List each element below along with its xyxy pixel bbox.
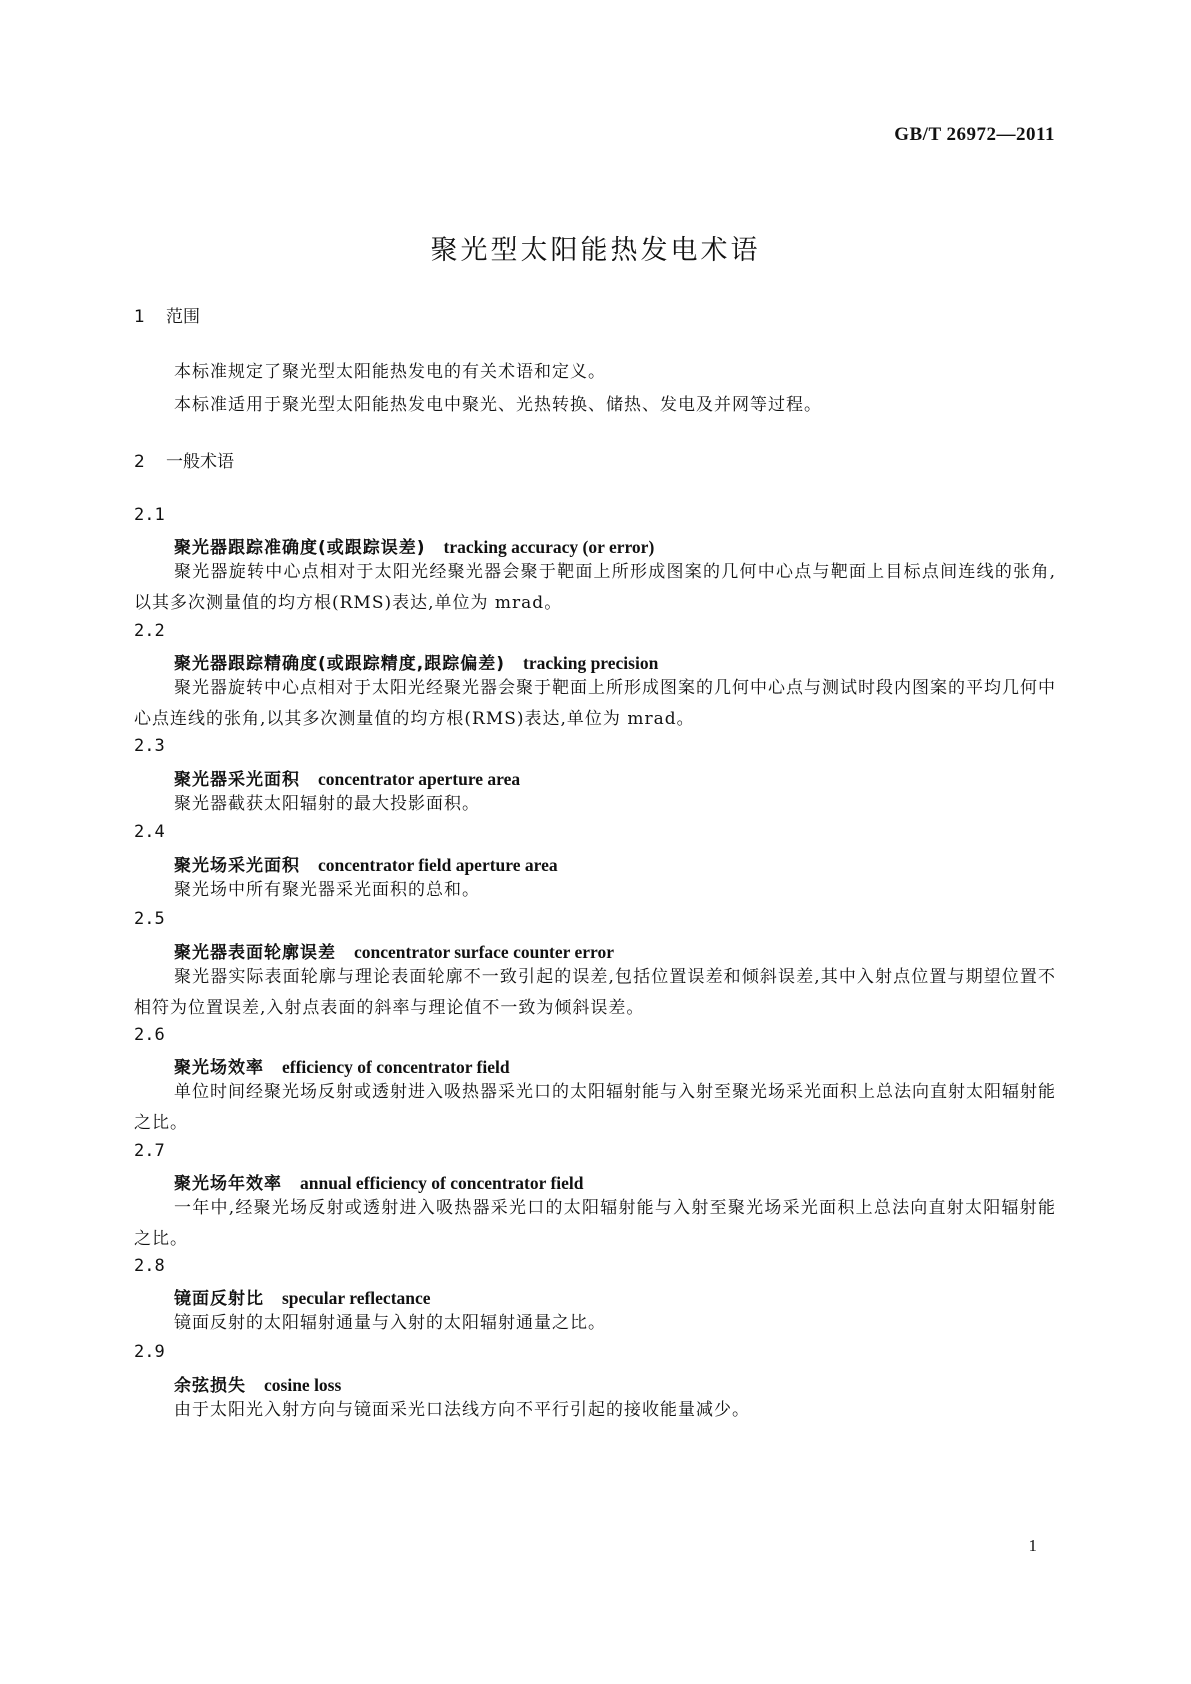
term-chinese: 聚光器表面轮廓误差 bbox=[174, 943, 336, 963]
term-definition: 由于太阳光入射方向与镜面采光口法线方向不平行引起的接收能量减少。 bbox=[174, 1400, 750, 1420]
term-english: concentrator surface counter error bbox=[354, 942, 614, 962]
term-definition: 聚光器实际表面轮廓与理论表面轮廓不一致引起的误差,包括位置误差和倾斜误差,其中入射点位置与期望位置不相符为位置误差,入射点表面的斜率与理论值不一致为倾斜误差。 bbox=[134, 967, 1056, 1018]
term-heading bbox=[174, 1371, 341, 1396]
section-1-heading bbox=[134, 302, 200, 327]
term-english: tracking precision bbox=[523, 653, 659, 673]
term-number: 2.1 bbox=[134, 505, 165, 525]
term-definition: 单位时间经聚光场反射或透射进入吸热器采光口的太阳辐射能与入射至聚光场采光面积上总法向直射太阳辐射能之比。 bbox=[134, 1082, 1056, 1133]
section-1-title: 范围 bbox=[166, 307, 200, 327]
section-2-heading bbox=[134, 447, 234, 472]
term-chinese: 聚光场效率 bbox=[174, 1058, 264, 1078]
standard-code: GB/T 26972—2011 bbox=[894, 124, 1055, 145]
term-english: annual efficiency of concentrator field bbox=[300, 1173, 584, 1193]
term-definition: 聚光场中所有聚光器采光面积的总和。 bbox=[174, 880, 480, 900]
term-definition: 聚光器截获太阳辐射的最大投影面积。 bbox=[174, 794, 480, 814]
term-number: 2.2 bbox=[134, 621, 165, 641]
term-chinese: 聚光场年效率 bbox=[174, 1174, 282, 1194]
term-english: tracking accuracy (or error) bbox=[443, 537, 655, 557]
term-heading bbox=[174, 1169, 584, 1194]
document-title: 聚光型太阳能热发电术语 bbox=[430, 235, 761, 266]
term-number: 2.5 bbox=[134, 909, 165, 929]
section-1-paragraph: 本标准适用于聚光型太阳能热发电中聚光、光热转换、储热、发电及并网等过程。 bbox=[174, 395, 822, 415]
term-number: 2.3 bbox=[134, 736, 165, 756]
term-number: 2.7 bbox=[134, 1141, 165, 1161]
term-chinese: 聚光器采光面积 bbox=[174, 770, 300, 790]
term-number: 2.9 bbox=[134, 1342, 165, 1362]
term-english: concentrator aperture area bbox=[318, 769, 521, 789]
term-chinese: 聚光器跟踪精确度(或跟踪精度,跟踪偏差) bbox=[174, 654, 505, 674]
section-2-number: 2 bbox=[134, 452, 145, 472]
term-english: concentrator field aperture area bbox=[318, 855, 558, 875]
term-definition: 一年中,经聚光场反射或透射进入吸热器采光口的太阳辐射能与入射至聚光场采光面积上总法向直射太阳辐射能之比。 bbox=[134, 1198, 1056, 1249]
term-number: 2.4 bbox=[134, 822, 165, 842]
term-chinese: 余弦损失 bbox=[174, 1376, 246, 1396]
term-definition: 镜面反射的太阳辐射通量与入射的太阳辐射通量之比。 bbox=[174, 1313, 606, 1333]
term-heading bbox=[174, 1284, 431, 1309]
section-1-paragraph: 本标准规定了聚光型太阳能热发电的有关术语和定义。 bbox=[174, 362, 606, 382]
term-heading bbox=[174, 938, 614, 963]
page-number: 1 bbox=[1028, 1536, 1037, 1555]
section-1-number: 1 bbox=[134, 307, 145, 327]
term-definition: 聚光器旋转中心点相对于太阳光经聚光器会聚于靶面上所形成图案的几何中心点与测试时段内图案的平均几何中心点连线的张角,以其多次测量值的均方根(RMS)表达,单位为 mrad。 bbox=[134, 678, 1056, 729]
term-chinese: 聚光场采光面积 bbox=[174, 856, 300, 876]
term-english: efficiency of concentrator field bbox=[282, 1057, 510, 1077]
term-heading bbox=[174, 851, 558, 876]
term-number: 2.8 bbox=[134, 1256, 165, 1276]
term-heading bbox=[174, 1053, 510, 1078]
term-chinese: 聚光器跟踪准确度(或跟踪误差) bbox=[174, 538, 426, 558]
term-heading bbox=[174, 765, 520, 790]
term-number: 2.6 bbox=[134, 1025, 165, 1045]
term-chinese: 镜面反射比 bbox=[174, 1289, 264, 1309]
section-2-title: 一般术语 bbox=[166, 452, 234, 472]
term-english: specular reflectance bbox=[282, 1288, 431, 1308]
term-definition: 聚光器旋转中心点相对于太阳光经聚光器会聚于靶面上所形成图案的几何中心点与靶面上目标点间连线的张角,以其多次测量值的均方根(RMS)表达,单位为 mrad。 bbox=[134, 562, 1056, 613]
term-english: cosine loss bbox=[264, 1375, 342, 1395]
term-heading bbox=[174, 533, 654, 558]
term-heading bbox=[174, 649, 658, 674]
